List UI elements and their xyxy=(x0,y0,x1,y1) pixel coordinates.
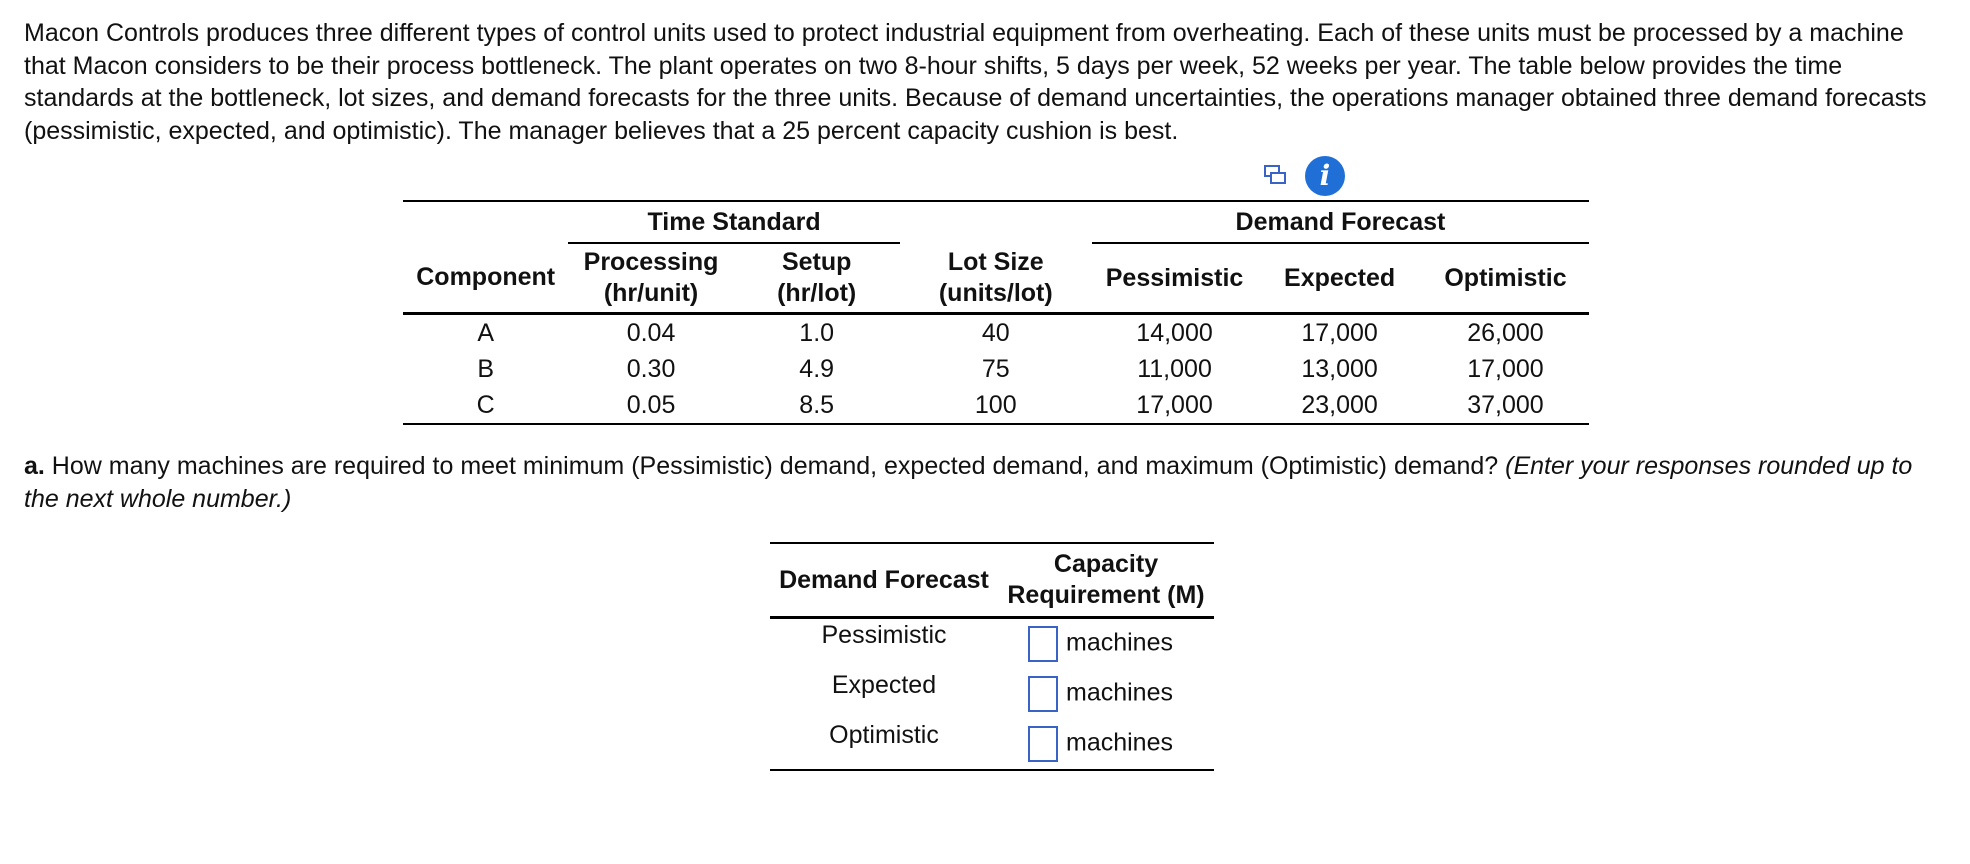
th-lot-size: Lot Size (units/lot) xyxy=(913,243,1078,314)
th-answer-demand: Demand Forecast xyxy=(770,543,998,618)
info-icon[interactable]: i xyxy=(1305,156,1345,196)
answer-row: Optimistic machines xyxy=(770,719,1214,770)
optimistic-machines-input[interactable] xyxy=(1028,726,1058,762)
th-demand-forecast: Demand Forecast xyxy=(1092,201,1589,243)
problem-intro: Macon Controls produces three different types of control units used to protect industrial equipment from overheating. Each of these units must be processed by a machine that Macon considers to be their process bottleneck. The plant operates on two 8-hour shifts, 5 days per week, 52 weeks per year. The table below provides the time standards at the bottleneck, lot sizes, and demand forecasts for the three units. Because of demand uncertainties, the operations manager obtained three demand forecasts (pessimistic, expected, and optimistic). The manager believes that a 25 percent capacity cushion is best. xyxy=(24,19,1927,145)
answer-row: Pessimistic machines xyxy=(770,618,1214,670)
answer-row: Expected machines xyxy=(770,669,1214,719)
th-time-standard: Time Standard xyxy=(568,201,899,243)
th-capacity-requirement: Capacity Requirement (M) xyxy=(998,543,1214,618)
question-a: a. How many machines are required to meet minimum (Pessimistic) demand, expected demand, and maximum (Optimistic) demand? (Enter your responses rounded up to the next whole number.) xyxy=(24,452,1913,513)
copy-icon[interactable] xyxy=(1263,164,1287,186)
time-standards-table xyxy=(403,200,1589,425)
pessimistic-machines-input[interactable] xyxy=(1028,626,1058,662)
table-row: A 0.04 1.0 40 14,000 17,000 26,000 xyxy=(477,319,1544,347)
th-optimistic: Optimistic xyxy=(1422,243,1589,314)
table-row: B 0.30 4.9 75 11,000 13,000 17,000 xyxy=(477,355,1544,383)
th-component: Component xyxy=(403,243,568,314)
th-setup: Setup (hr/lot) xyxy=(734,243,900,314)
th-blank-1 xyxy=(403,201,568,243)
th-expected: Expected xyxy=(1257,243,1422,314)
table-row: C 0.05 8.5 100 17,000 23,000 37,000 xyxy=(403,387,1589,424)
th-pessimistic: Pessimistic xyxy=(1092,243,1257,314)
answer-table xyxy=(770,542,1214,771)
th-processing: Processing (hr/unit) xyxy=(568,243,733,314)
expected-machines-input[interactable] xyxy=(1028,676,1058,712)
